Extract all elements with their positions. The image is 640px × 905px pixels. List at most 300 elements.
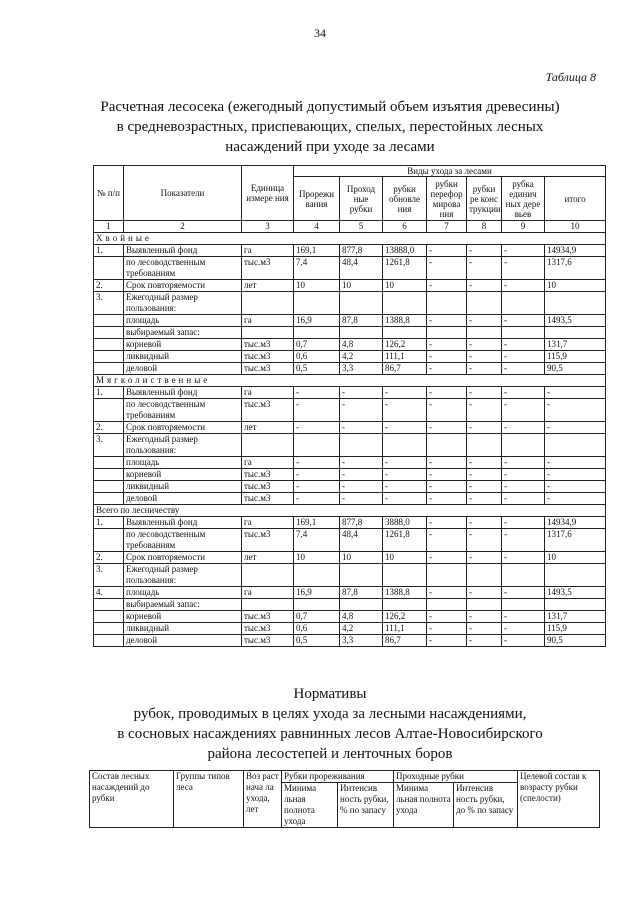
table-cell	[294, 564, 340, 587]
table-row	[94, 457, 606, 469]
table-cell: -	[545, 457, 606, 469]
table-row	[94, 292, 606, 315]
table-cell	[340, 292, 383, 315]
table-cell: -	[467, 457, 502, 469]
table-row	[94, 434, 606, 457]
table-cell: 0,7	[294, 611, 340, 623]
table-cell: 169,1	[294, 517, 340, 529]
table-cell: 10	[340, 552, 383, 564]
table-cell: по лесоводственным требованиям	[124, 529, 242, 552]
table-cell: -	[427, 635, 467, 647]
table-cell	[94, 339, 124, 351]
table-cell: -	[294, 457, 340, 469]
table-cell: лет	[242, 422, 294, 434]
table-cell	[94, 363, 124, 375]
table-cell: -	[545, 387, 606, 399]
table-cell: 86,7	[383, 363, 427, 375]
table-cell: -	[427, 552, 467, 564]
table-cell: -	[427, 623, 467, 635]
table-cell	[383, 564, 427, 587]
table-cell: га	[242, 457, 294, 469]
table-cell: -	[545, 493, 606, 505]
table-cell: 877,8	[340, 245, 383, 257]
table-row	[94, 635, 606, 647]
table-row	[94, 257, 606, 280]
table-cell	[340, 327, 383, 339]
table-cell	[502, 327, 545, 339]
table-cell: -	[427, 363, 467, 375]
column-number: 10	[545, 221, 606, 233]
table-cell	[94, 351, 124, 363]
table-row	[94, 529, 606, 552]
table-cell: -	[427, 469, 467, 481]
table-cell	[242, 292, 294, 315]
table-cell: деловой	[124, 493, 242, 505]
table-cell: лет	[242, 552, 294, 564]
table-row	[94, 399, 606, 422]
table-cell: -	[427, 587, 467, 599]
table-cell: -	[467, 623, 502, 635]
table-cell	[340, 599, 383, 611]
table-cell: -	[545, 481, 606, 493]
table-cell: -	[383, 399, 427, 422]
table-cell	[383, 434, 427, 457]
table-cell	[294, 434, 340, 457]
table-cell	[94, 457, 124, 469]
table-cell	[467, 434, 502, 457]
table-row	[94, 422, 606, 434]
table-cell	[467, 599, 502, 611]
table-cell: -	[467, 529, 502, 552]
table-cell	[94, 481, 124, 493]
table-cell	[467, 564, 502, 587]
table-cell: 1388,8	[383, 315, 427, 327]
table-cell: -	[340, 469, 383, 481]
table-cell: -	[427, 611, 467, 623]
table-row	[94, 387, 606, 399]
table-cell	[94, 599, 124, 611]
table-cell: 14934,9	[545, 517, 606, 529]
table-row	[94, 599, 606, 611]
page-number: 34	[314, 26, 326, 40]
table-cell: корневой	[124, 469, 242, 481]
table-cell: -	[427, 493, 467, 505]
table-row	[94, 623, 606, 635]
table-cell	[467, 292, 502, 315]
table-cell: 87,8	[340, 587, 383, 599]
table-cell: тыс.м3	[242, 481, 294, 493]
table-row	[94, 564, 606, 587]
table-cell: -	[467, 552, 502, 564]
table-cell: 10	[383, 280, 427, 292]
table-cell	[502, 564, 545, 587]
table-cell	[545, 599, 606, 611]
table-cell: 2.	[94, 552, 124, 564]
table-cell	[242, 327, 294, 339]
table-cell: 111,1	[383, 623, 427, 635]
table-cell	[94, 469, 124, 481]
table-cell: -	[427, 457, 467, 469]
section-title: Хвойные	[94, 233, 606, 245]
table-cell: -	[383, 457, 427, 469]
table-cell	[94, 315, 124, 327]
column-number: 5	[340, 221, 383, 233]
column-number: 7	[427, 221, 467, 233]
table-cell: -	[383, 422, 427, 434]
table-cell	[94, 635, 124, 647]
table-cell: Срок повторяемости	[124, 280, 242, 292]
table-cell: -	[502, 493, 545, 505]
table-cell: -	[427, 422, 467, 434]
table-cell	[94, 623, 124, 635]
table-cell: -	[427, 529, 467, 552]
table-cell: 1317,6	[545, 529, 606, 552]
table-cell: 111,1	[383, 351, 427, 363]
table-cell: га	[242, 517, 294, 529]
table-cell: 115,9	[545, 623, 606, 635]
header-passage-cuts: Проход ные рубки	[340, 177, 383, 221]
table-cell: -	[340, 481, 383, 493]
table-cell: -	[545, 399, 606, 422]
header-renewal-cuts: рубки обновле ния	[383, 177, 427, 221]
table2-title-line3: в сосновых насаждениях равнинных лесов Алтае-Новосибирского	[117, 726, 543, 742]
table-cell: -	[467, 635, 502, 647]
table-row	[94, 611, 606, 623]
table-cell: Срок повторяемости	[124, 422, 242, 434]
table-cell: -	[502, 351, 545, 363]
table-cell: тыс.м3	[242, 611, 294, 623]
table-cell: площадь	[124, 587, 242, 599]
table-cell: тыс.м3	[242, 635, 294, 647]
table-cell: 10	[294, 280, 340, 292]
table-cell: -	[340, 493, 383, 505]
table-cell: -	[502, 529, 545, 552]
table-cell: -	[383, 387, 427, 399]
table-cell: выбираемый запас:	[124, 327, 242, 339]
table-cell: 1.	[94, 245, 124, 257]
norms-header-composition: Состав лесных насаждений до рубки	[90, 771, 174, 828]
table-cell: га	[242, 245, 294, 257]
table-cell: -	[340, 457, 383, 469]
table-cell: -	[502, 552, 545, 564]
section-row-conifer	[94, 233, 606, 245]
table-row	[94, 245, 606, 257]
table-cell: -	[383, 469, 427, 481]
table2-title-line2: рубок, проводимых в целях ухода за лесными насаждениями,	[133, 706, 527, 722]
table-cell: 90,5	[545, 635, 606, 647]
table-cell: -	[340, 387, 383, 399]
table-cell: -	[340, 399, 383, 422]
table-cell: -	[467, 399, 502, 422]
table-cell	[502, 599, 545, 611]
table-cell	[94, 611, 124, 623]
table-cell	[545, 292, 606, 315]
table-cell: 10	[545, 280, 606, 292]
table-cell: 13888,0	[383, 245, 427, 257]
table-cell	[94, 327, 124, 339]
table2-title-line1: Нормативы	[293, 686, 367, 702]
table-row	[94, 327, 606, 339]
table-cell: -	[383, 493, 427, 505]
table-cell: 87,8	[340, 315, 383, 327]
table-cell: -	[427, 257, 467, 280]
column-number: 6	[383, 221, 427, 233]
table-cell: 1388,8	[383, 587, 427, 599]
table-row	[94, 493, 606, 505]
table-cell: -	[467, 315, 502, 327]
table-cell: -	[427, 280, 467, 292]
table-cell: -	[502, 611, 545, 623]
header-reconstruction-cuts: рубки ре конс трукции	[467, 177, 502, 221]
section-row-softwood	[94, 375, 606, 387]
table-cell: -	[427, 315, 467, 327]
table-cell: 7,4	[294, 257, 340, 280]
table-cell: 90,5	[545, 363, 606, 375]
table-cell: деловой	[124, 635, 242, 647]
header-num: № п/п	[94, 166, 124, 221]
cutting-volume-table	[93, 165, 606, 647]
header-care-types: Виды ухода за лесами	[294, 166, 606, 177]
table-cell: выбираемый запас:	[124, 599, 242, 611]
table-cell: тыс.м3	[242, 399, 294, 422]
table1-header	[94, 166, 606, 233]
table-cell: -	[502, 457, 545, 469]
table-cell: 2.	[94, 422, 124, 434]
table-cell	[242, 564, 294, 587]
table-cell: -	[294, 422, 340, 434]
table-cell	[294, 292, 340, 315]
table-cell	[294, 599, 340, 611]
table-cell	[545, 434, 606, 457]
table-cell	[383, 327, 427, 339]
table-cell: ликвидный	[124, 481, 242, 493]
table-cell	[427, 292, 467, 315]
table-cell: -	[383, 481, 427, 493]
table-cell	[545, 327, 606, 339]
table-cell: -	[502, 363, 545, 375]
table-cell: -	[467, 363, 502, 375]
table-cell: 10	[545, 552, 606, 564]
table-cell: 1261,8	[383, 257, 427, 280]
table-cell: 0,7	[294, 339, 340, 351]
table-cell: 1493,5	[545, 315, 606, 327]
norms-header-passage-min-density: Минима льная полнота ухода	[394, 783, 454, 828]
table-cell	[427, 564, 467, 587]
table-cell: 131,7	[545, 339, 606, 351]
norms-header-thinning: Рубки прореживания	[282, 771, 394, 783]
table2-title	[60, 684, 600, 764]
table-cell: 131,7	[545, 611, 606, 623]
table-cell: -	[294, 387, 340, 399]
header-indicators: Показатели	[124, 166, 242, 221]
table-cell: -	[502, 517, 545, 529]
table-cell: 4,8	[340, 339, 383, 351]
table-cell: -	[467, 422, 502, 434]
table-cell: -	[467, 587, 502, 599]
table-cell: -	[502, 635, 545, 647]
table-cell: корневой	[124, 339, 242, 351]
table-cell: -	[467, 493, 502, 505]
table-cell: -	[427, 481, 467, 493]
table-cell: -	[427, 245, 467, 257]
table-row	[94, 280, 606, 292]
table1-title	[70, 97, 590, 157]
table-cell: 2.	[94, 280, 124, 292]
table-cell: -	[467, 481, 502, 493]
norms-table	[89, 770, 600, 828]
column-number: 1	[94, 221, 124, 233]
header-unit: Единица измере ния	[242, 166, 294, 221]
table-cell: Выявленный фонд	[124, 387, 242, 399]
header-thinning: Прорежи вания	[294, 177, 340, 221]
table-cell: Ежегодный размер пользования:	[124, 292, 242, 315]
table-cell	[545, 564, 606, 587]
table-cell	[427, 434, 467, 457]
table-cell: 16,9	[294, 315, 340, 327]
table-cell: площадь	[124, 315, 242, 327]
table-cell: деловой	[124, 363, 242, 375]
column-number: 9	[502, 221, 545, 233]
table-cell: ликвидный	[124, 351, 242, 363]
table-cell: 14934,9	[545, 245, 606, 257]
table-cell: -	[545, 422, 606, 434]
column-number: 3	[242, 221, 294, 233]
table-cell: -	[467, 245, 502, 257]
norms-header-passage-intensity: Интенсив ность рубки, до % по запасу	[454, 783, 518, 828]
table-cell	[502, 292, 545, 315]
table-cell: -	[427, 387, 467, 399]
table-cell: -	[467, 280, 502, 292]
table-cell	[242, 599, 294, 611]
table-row	[94, 587, 606, 599]
table-cell	[94, 529, 124, 552]
table-cell	[294, 327, 340, 339]
table-cell: -	[502, 623, 545, 635]
table-cell: -	[467, 257, 502, 280]
norms-header-thinning-intensity: Интенсив ность рубки, % по запасу	[338, 783, 394, 828]
table-cell: -	[294, 493, 340, 505]
table-cell: 126,2	[383, 611, 427, 623]
table-cell: -	[502, 387, 545, 399]
table-cell	[467, 327, 502, 339]
table-cell: -	[427, 517, 467, 529]
table-cell: 3.	[94, 434, 124, 457]
table-cell: тыс.м3	[242, 469, 294, 481]
table-cell	[340, 564, 383, 587]
table-cell: -	[502, 469, 545, 481]
table-cell: 4,8	[340, 611, 383, 623]
table-cell: 48,4	[340, 529, 383, 552]
column-number: 2	[124, 221, 242, 233]
table-cell: Ежегодный размер пользования:	[124, 564, 242, 587]
table-cell: тыс.м3	[242, 623, 294, 635]
header-total: итого	[545, 177, 606, 221]
table-cell: га	[242, 587, 294, 599]
table-cell: 1.	[94, 517, 124, 529]
table-cell: площадь	[124, 457, 242, 469]
table-cell: Ежегодный размер пользования:	[124, 434, 242, 457]
table-cell: -	[467, 387, 502, 399]
table-cell: -	[294, 481, 340, 493]
table-cell	[94, 257, 124, 280]
table-cell: 7,4	[294, 529, 340, 552]
table-cell: 1261,8	[383, 529, 427, 552]
table-cell: 0,5	[294, 635, 340, 647]
table-cell: 3.	[94, 292, 124, 315]
table-cell: -	[467, 339, 502, 351]
table1-title-line1: Расчетная лесосека (ежегодный допустимый объем изъятия древесины)	[100, 99, 560, 115]
table-cell	[94, 399, 124, 422]
table-cell: -	[502, 399, 545, 422]
table-cell	[94, 493, 124, 505]
table-cell: Срок повторяемости	[124, 552, 242, 564]
table-row	[94, 339, 606, 351]
table-cell: -	[427, 399, 467, 422]
table-cell: -	[427, 351, 467, 363]
table-cell: тыс.м3	[242, 363, 294, 375]
table-cell: -	[467, 517, 502, 529]
table-cell: -	[502, 280, 545, 292]
table-cell: -	[502, 481, 545, 493]
table-cell: 16,9	[294, 587, 340, 599]
table-cell: 4,2	[340, 623, 383, 635]
norms-header-start-age: Воз раст нача ла ухода, лет	[244, 771, 282, 828]
table-cell: 48,4	[340, 257, 383, 280]
section-row-total	[94, 505, 606, 517]
table-label: Таблица 8	[545, 70, 596, 84]
norms-header-target-composition: Целевой состав к возрасту рубки (спелости)	[518, 771, 600, 828]
section-title: Мягколиственные	[94, 375, 606, 387]
table-cell: тыс.м3	[242, 351, 294, 363]
table-cell: -	[340, 422, 383, 434]
table-cell: 1317,6	[545, 257, 606, 280]
table-cell: -	[467, 351, 502, 363]
table-cell: 877,8	[340, 517, 383, 529]
table-cell: 3,3	[340, 635, 383, 647]
table-cell: -	[502, 587, 545, 599]
table-cell	[502, 434, 545, 457]
table-cell: тыс.м3	[242, 257, 294, 280]
table-cell: 3888,0	[383, 517, 427, 529]
table-cell: -	[467, 611, 502, 623]
table-cell: -	[502, 339, 545, 351]
table-cell: по лесоводственным требованиям	[124, 257, 242, 280]
table-cell: 0,6	[294, 623, 340, 635]
table-cell: 10	[340, 280, 383, 292]
table-row	[94, 552, 606, 564]
table-cell: 169,1	[294, 245, 340, 257]
table-cell: 0,6	[294, 351, 340, 363]
table-cell: лет	[242, 280, 294, 292]
table-cell: тыс.м3	[242, 339, 294, 351]
table-cell: -	[502, 245, 545, 257]
table-cell	[340, 434, 383, 457]
table-cell: ликвидный	[124, 623, 242, 635]
table-cell: по лесоводственным требованиям	[124, 399, 242, 422]
table-cell: 4.	[94, 587, 124, 599]
table-row	[94, 351, 606, 363]
table-row	[94, 363, 606, 375]
table-cell: 1493,5	[545, 587, 606, 599]
table-cell: Выявленный фонд	[124, 245, 242, 257]
table-cell: га	[242, 387, 294, 399]
table-cell: тыс.м3	[242, 493, 294, 505]
norms-header-thinning-min-density: Минима льная полнота ухода	[282, 783, 338, 828]
header-reformation-cuts: рубки перефор мирова ния	[427, 177, 467, 221]
table-cell	[427, 327, 467, 339]
table-row	[94, 517, 606, 529]
table-cell: -	[545, 469, 606, 481]
